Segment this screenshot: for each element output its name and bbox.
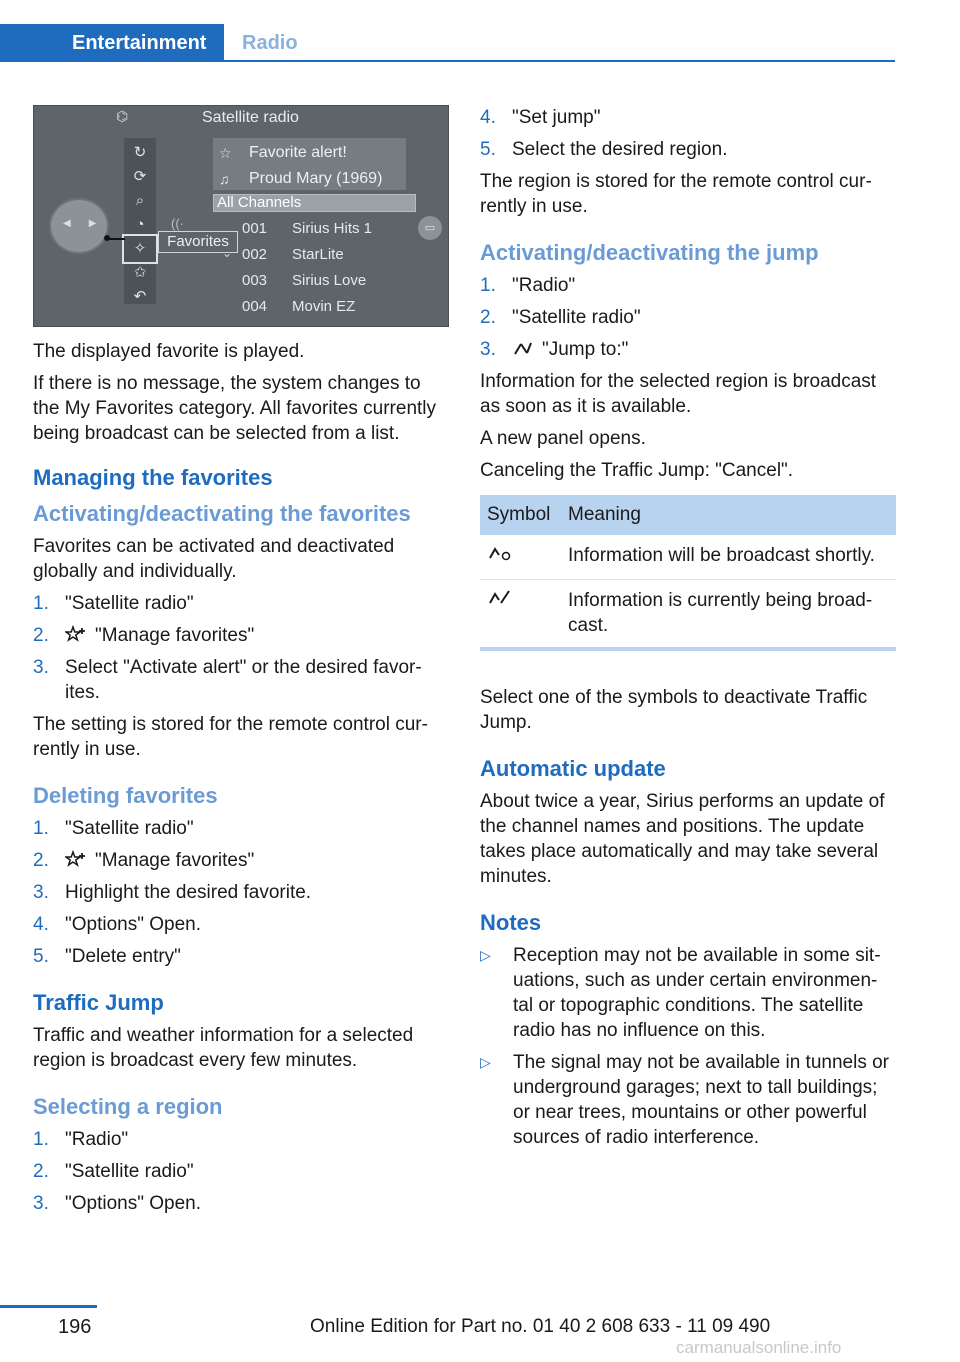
star-plus-icon [65,625,87,643]
satellite-radio-screenshot [33,105,449,327]
paragraph: The displayed favorite is played. [33,341,305,362]
heading-activating-jump: Activating/deactivating the jump [480,240,819,265]
star-plus-icon [65,850,87,868]
heading-selecting-region: Selecting a region [33,1094,223,1119]
list-item: 4. "Options" Open. [33,914,202,935]
traffic-jump-icon: ↶ [133,288,147,305]
music-note-icon: ♫ [219,171,230,187]
list-item: 2. "Manage favorites" [33,850,255,871]
steps-activate-jump [480,273,896,362]
paragraph: If there is no message, the system changes to the My Favorites category. All favorites currently being broadcast can be selected from a list. [33,373,437,444]
paragraph: Information for the selected region is broadcast as soon as it is available. [480,371,877,417]
traffic-jump-active-icon [487,588,513,608]
triangle-bullet-icon: ▷ [480,947,491,963]
paragraph: The setting is stored for the remote control cur-rently in use. [33,714,428,760]
paragraph: About twice a year, Sirius performs an update of the channel names and positions. The update takes place automatically and may take several minutes. [480,791,885,887]
table-row [480,535,896,580]
table-row [480,580,896,650]
list-item: 2. "Satellite radio" [480,307,641,328]
list-item: 3. Highlight the desired favorite. [33,882,312,903]
channel-row: 004 Movin EZ [242,298,356,315]
list-item: 1. "Satellite radio" [33,818,194,839]
list-item: 5. Select the desired region. [480,139,728,160]
steps-select-region-cont [480,105,896,162]
heading-managing-favorites: Managing the favorites [33,465,273,490]
list-item: 3. "Jump to:" [480,339,629,360]
list-item: 4. "Set jump" [480,107,601,128]
heading-notes: Notes [480,910,542,935]
list-item: ▷ The signal may not be available in tunnels or underground garages; next to tall buildings; or near trees, mountains or other powerful sources of radio interference. [480,1052,890,1148]
favorites-star-icon: ✧ [124,236,156,262]
page-number: 196 [58,1316,92,1338]
heading-traffic-jump: Traffic Jump [33,990,164,1015]
paragraph: Canceling the Traffic Jump: "Cancel". [480,460,794,481]
search-icon: ⌕ [135,192,145,209]
channel-row: 001 Sirius Hits 1 [242,220,373,237]
list-item: 1. "Radio" [480,275,576,296]
notes-list [480,943,896,1150]
table-header-meaning: Meaning [561,495,896,535]
paragraph: Favorites can be activated and deactivated globally and individually. [33,536,395,582]
dial-arrows-icon: ◀▶ [63,218,115,229]
triangle-bullet-icon: ▷ [480,1054,491,1070]
channel-row: 003 Sirius Love [242,272,367,289]
list-item: 3. Select "Activate alert" or the desired favor-ites. [33,657,422,703]
tab-entertainment[interactable]: Entertainment [0,24,224,62]
steps-activate-favorites [33,591,449,705]
timer-icon: ◔ [135,216,145,233]
watermark: carmanualsonline.info [676,1338,842,1357]
channel-row: 002 StarLite [242,246,344,263]
traffic-jump-icon [512,339,534,357]
traffic-jump-pending-icon [487,543,513,563]
table-cell-meaning: Information is currently being broad-cast. [568,590,873,636]
star-plus-icon: ✩ [133,264,147,281]
paragraph: Select one of the symbols to deactivate Traffic Jump. [480,687,868,733]
list-item: ▷ Reception may not be available in some sit-uations, such as under certain environmen-tal or topographic conditions. The satellite radio has no influence on this. [480,945,881,1041]
heading-deleting-favorites: Deleting favorites [33,783,218,808]
paragraph: A new panel opens. [480,428,646,449]
heading-automatic-update: Automatic update [480,756,666,781]
refresh-alt-icon: ⟳ [133,168,147,185]
left-column [33,105,449,1223]
list-item: 1. "Satellite radio" [33,593,194,614]
steps-delete-favorites [33,816,449,969]
right-column [480,105,896,1157]
list-item: 2. "Satellite radio" [33,1161,194,1182]
list-item: 3. "Options" Open. [33,1193,202,1214]
callout-line [107,238,125,240]
steps-select-region [33,1127,449,1216]
table-cell-meaning: Information will be broadcast shortly. [561,535,896,580]
favorite-song-text: Proud Mary (1969) [249,170,383,187]
favorite-alert-text: Favorite alert! [249,144,347,161]
paragraph: The region is stored for the remote control cur-rently in use. [480,171,872,217]
tab-radio[interactable]: Radio [242,32,298,54]
table-header-symbol: Symbol [480,495,561,535]
footer-rule [0,1305,97,1308]
header-tabs [0,24,895,62]
refresh-icon: ↻ [133,144,147,161]
favorite-alert-box [213,138,406,190]
screen-title: Satellite radio [202,109,299,126]
options-button-icon: ▭ [418,216,442,240]
list-item: 2. "Manage favorites" [33,625,255,646]
side-icon-bar [124,138,156,304]
paragraph: Traffic and weather information for a selected region is broadcast every few minutes. [33,1025,414,1071]
channel-list-header: All Channels [213,194,416,212]
heading-activating-favorites: Activating/deactivating the favorites [33,501,411,526]
favorites-tooltip: Favorites [158,231,238,253]
star-icon: ☆ [219,145,232,161]
symbol-table [480,495,896,651]
signal-icon: ((· [171,216,184,231]
edition-text: Online Edition for Part no. 01 40 2 608 633 - 11 09 490 [310,1316,771,1337]
antenna-icon: ⌬ [116,108,129,124]
list-item: 1. "Radio" [33,1129,129,1150]
chevron-down-icon: ⌄ [222,246,233,260]
list-item: 5. "Delete entry" [33,946,181,967]
